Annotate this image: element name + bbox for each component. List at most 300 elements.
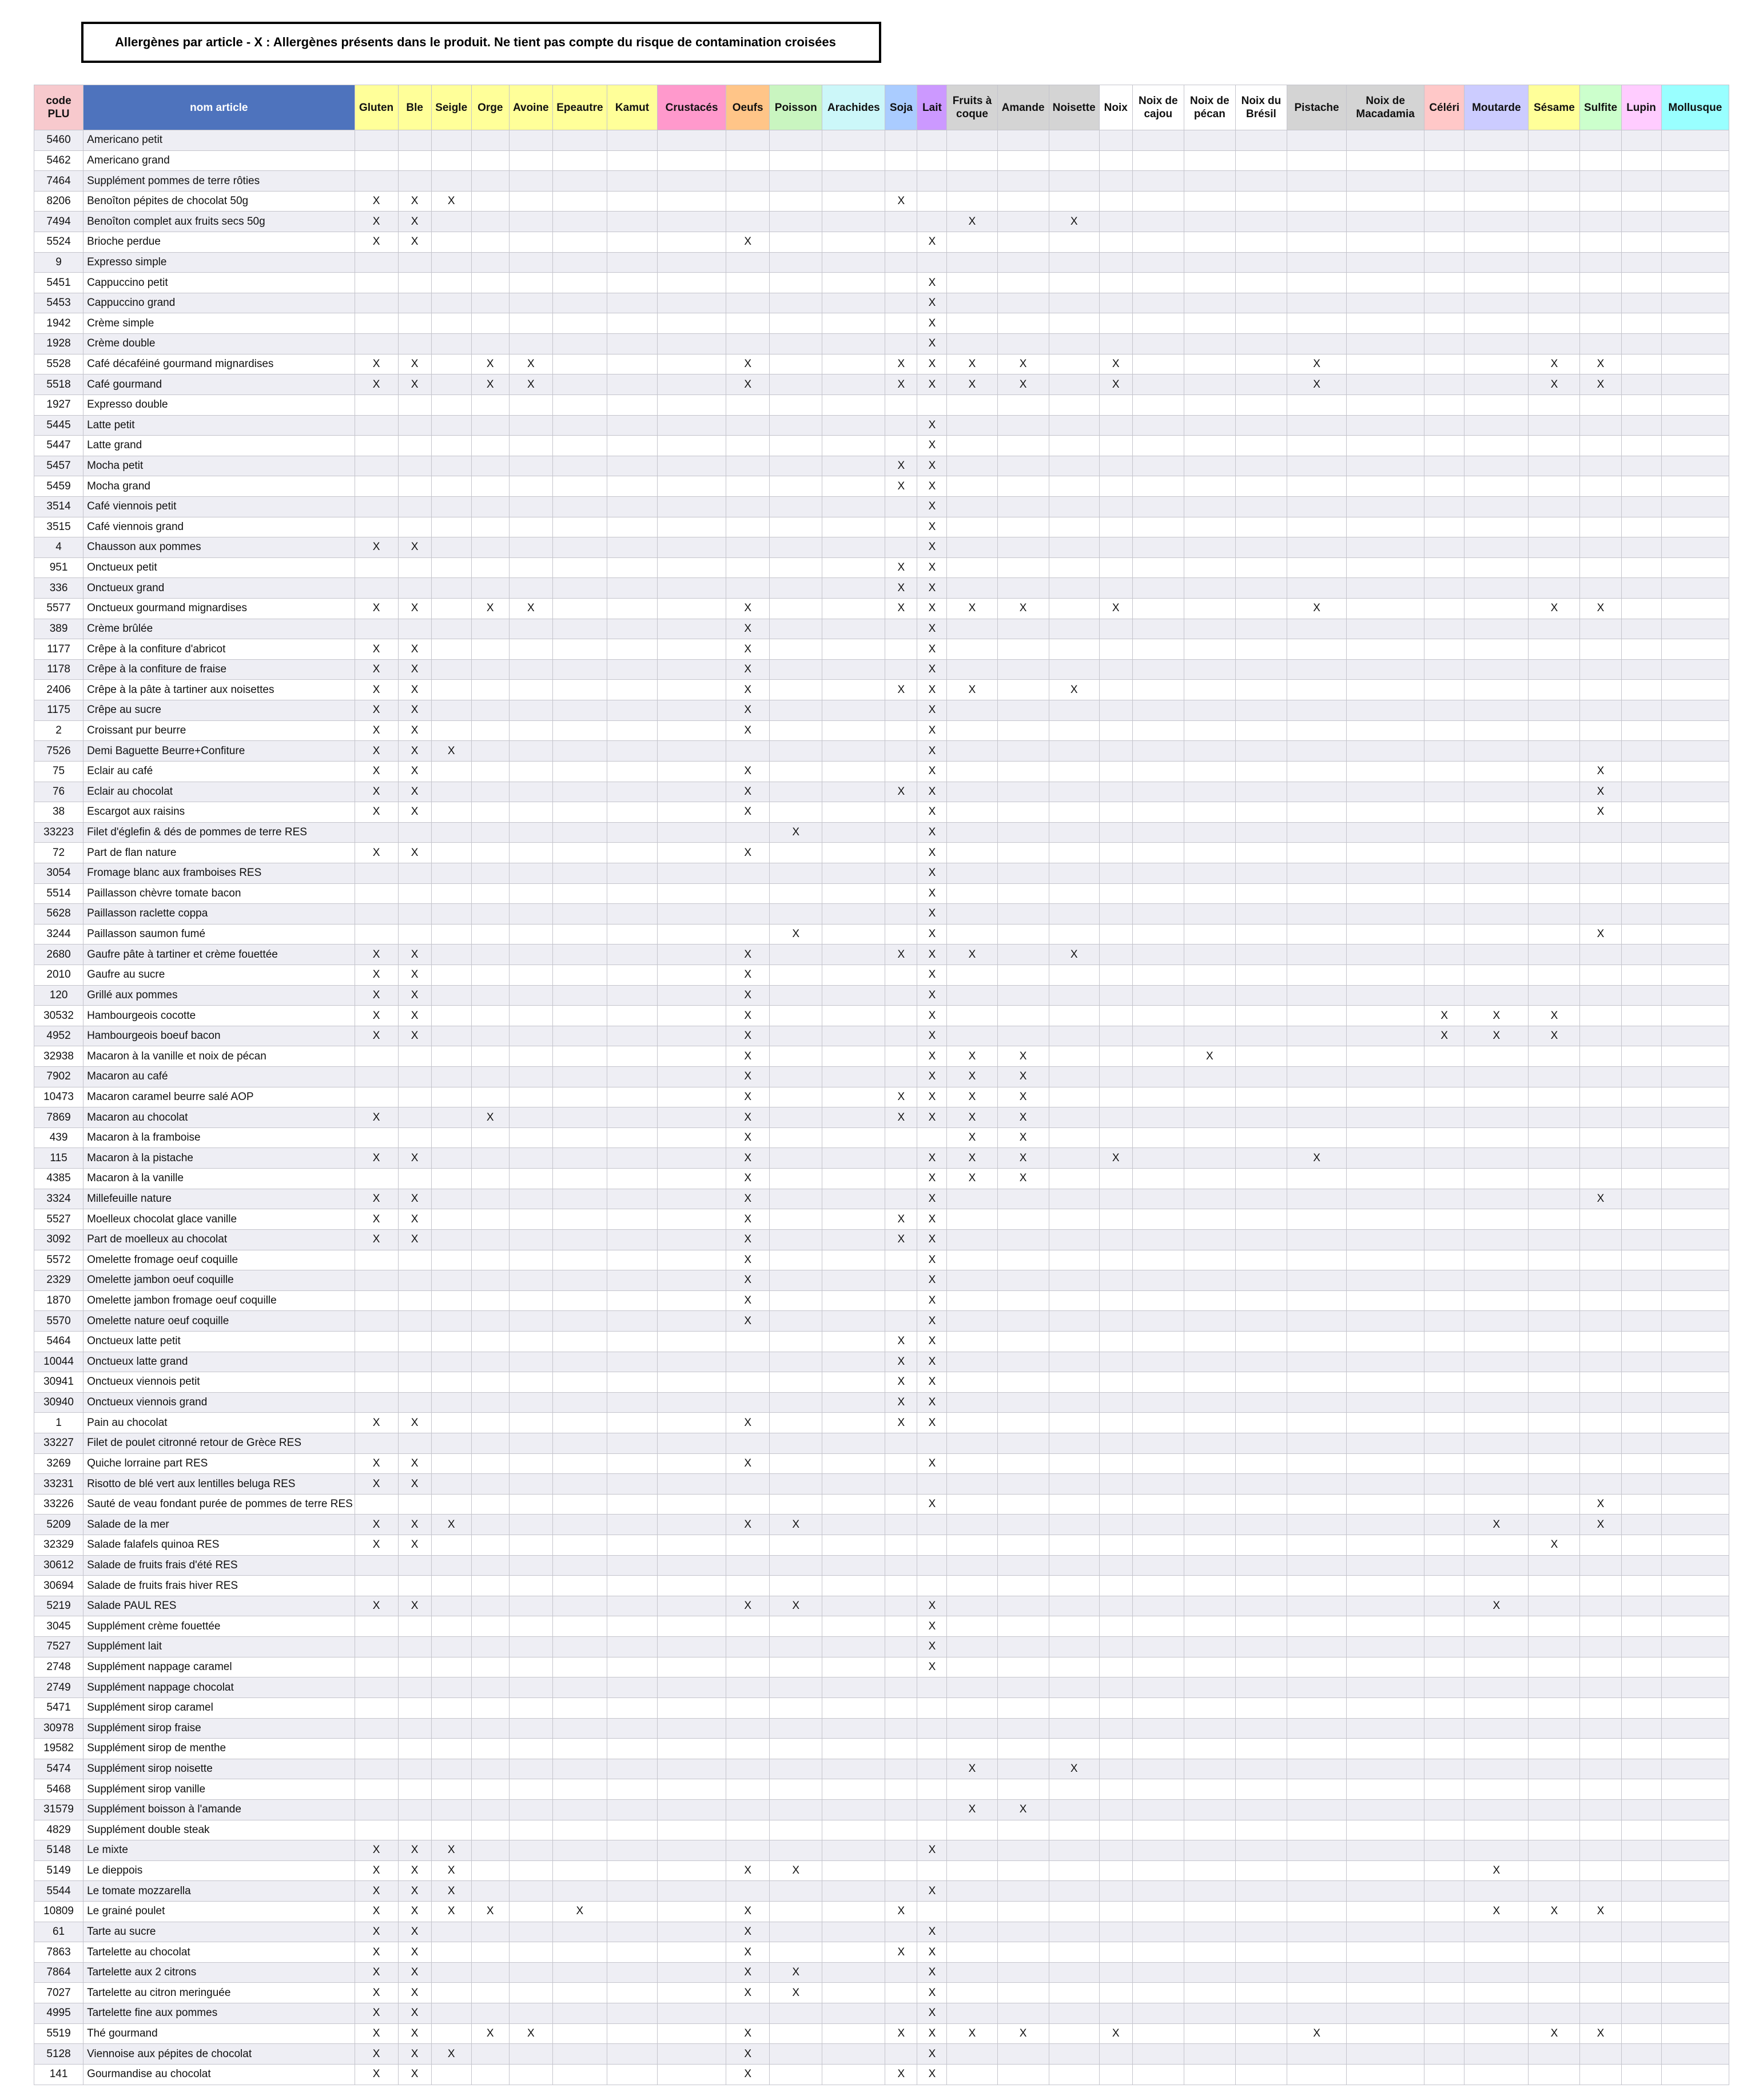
allergen-cell (1424, 374, 1465, 395)
allergen-cell (997, 1433, 1049, 1454)
allergen-cell (1132, 293, 1184, 313)
allergen-cell (658, 1657, 726, 1677)
allergen-cell (1049, 1799, 1099, 1820)
allergen-cell (509, 212, 552, 232)
allergen-cell (726, 252, 770, 273)
allergen-cell (471, 680, 509, 700)
plu-code-cell: 33226 (34, 1494, 83, 1515)
allergen-cell (1580, 680, 1621, 700)
allergen-cell (552, 965, 607, 985)
allergen-cell (431, 1799, 471, 1820)
table-row (34, 2044, 1729, 2065)
allergen-cell (1235, 945, 1287, 965)
allergen-cell (770, 1576, 822, 1596)
allergen-cell (885, 1922, 917, 1942)
allergen-cell (822, 619, 885, 639)
allergen-cell (431, 557, 471, 578)
allergen-cell (1132, 1697, 1184, 1718)
allergen-cell (398, 863, 431, 883)
table-row (34, 1209, 1729, 1230)
allergen-cell: X (726, 1006, 770, 1026)
allergen-cell (770, 150, 822, 171)
allergen-cell (1580, 1474, 1621, 1495)
allergen-cell (658, 924, 726, 945)
plu-code-cell: 5572 (34, 1250, 83, 1270)
allergen-cell: X (1529, 1006, 1580, 1026)
allergen-cell (1049, 436, 1099, 456)
allergen-cell (1580, 1148, 1621, 1169)
allergen-cell (355, 293, 398, 313)
allergen-cell (1621, 1494, 1661, 1515)
table-row (34, 1311, 1729, 1332)
allergen-cell (471, 1392, 509, 1413)
allergen-cell (997, 456, 1049, 476)
allergen-cell (1661, 1759, 1729, 1779)
allergen-cell (1424, 1840, 1465, 1861)
allergen-cell (1465, 822, 1529, 843)
allergen-cell (726, 1352, 770, 1372)
allergen-cell (917, 191, 947, 212)
allergen-cell (1347, 639, 1424, 660)
allergen-cell (431, 273, 471, 293)
allergen-cell (607, 1515, 657, 1535)
allergen-cell (997, 1697, 1049, 1718)
allergen-cell (726, 1474, 770, 1495)
plu-code-cell: 31579 (34, 1799, 83, 1820)
allergen-cell (471, 965, 509, 985)
allergen-cell (1529, 476, 1580, 497)
allergen-cell (1465, 578, 1529, 599)
allergen-cell (1235, 1697, 1287, 1718)
allergen-cell (822, 1799, 885, 1820)
allergen-cell (1347, 232, 1424, 253)
allergen-cell (398, 1677, 431, 1698)
allergen-cell (1049, 578, 1099, 599)
allergen-cell (431, 476, 471, 497)
table-row (34, 1515, 1729, 1535)
allergen-cell (770, 293, 822, 313)
allergen-cell (885, 1983, 917, 2003)
plu-code-cell: 9 (34, 252, 83, 273)
article-name-cell: Macaron caramel beurre salé AOP (83, 1087, 355, 1107)
allergen-cell (1049, 1881, 1099, 1902)
allergen-cell (822, 1922, 885, 1942)
article-name-cell: Supplément sirop caramel (83, 1697, 355, 1718)
allergen-cell: X (917, 761, 947, 782)
allergen-cell (997, 1331, 1049, 1352)
allergen-cell (1287, 191, 1346, 212)
plu-code-cell: 3515 (34, 517, 83, 537)
allergen-cell (509, 1433, 552, 1454)
allergen-cell (997, 782, 1049, 802)
allergen-cell (509, 1169, 552, 1189)
allergen-cell (1347, 1413, 1424, 1433)
allergen-cell (1347, 863, 1424, 883)
allergen-cell (431, 1962, 471, 1983)
allergen-cell (1424, 1576, 1465, 1596)
allergen-cell (509, 1962, 552, 1983)
allergen-cell (1465, 456, 1529, 476)
allergen-cell (1465, 1413, 1529, 1433)
allergen-cell (1132, 1270, 1184, 1291)
allergen-cell (1049, 1331, 1099, 1352)
allergen-cell (947, 557, 997, 578)
allergen-cell (1099, 1759, 1132, 1779)
allergen-cell (552, 1392, 607, 1413)
allergen-cell (1049, 334, 1099, 354)
allergen-cell (726, 1433, 770, 1454)
allergen-cell (947, 436, 997, 456)
allergen-cell (1049, 2023, 1099, 2044)
allergen-cell (1049, 1413, 1099, 1433)
allergen-cell (1424, 659, 1465, 680)
allergen-cell (1529, 965, 1580, 985)
allergen-cell (1661, 1962, 1729, 1983)
allergen-cell (770, 700, 822, 721)
allergen-cell (1529, 1616, 1580, 1637)
allergen-cell (607, 293, 657, 313)
allergen-cell: X (398, 1535, 431, 1556)
allergen-cell (1184, 395, 1235, 415)
allergen-cell (1184, 1840, 1235, 1861)
allergen-cell (607, 1881, 657, 1902)
allergen-cell (658, 1759, 726, 1779)
allergen-cell (1049, 1902, 1099, 1922)
allergen-cell (607, 1983, 657, 2003)
allergen-cell: X (398, 1983, 431, 2003)
allergen-cell (431, 1148, 471, 1169)
allergen-cell (997, 680, 1049, 700)
allergen-cell: X (431, 741, 471, 762)
allergen-cell (1529, 822, 1580, 843)
article-name-cell: Tartelette au citron meringuée (83, 1983, 355, 2003)
allergen-cell (997, 1026, 1049, 1046)
allergen-cell (1287, 1046, 1346, 1067)
article-name-cell: Salade de fruits frais hiver RES (83, 1576, 355, 1596)
allergen-cell (1424, 1352, 1465, 1372)
allergen-cell (997, 1535, 1049, 1556)
allergen-cell (997, 578, 1049, 599)
allergen-cell (1347, 1515, 1424, 1535)
allergen-cell (1621, 130, 1661, 151)
allergen-cell (1132, 1922, 1184, 1942)
allergen-cell (1132, 1413, 1184, 1433)
allergen-cell (822, 1739, 885, 1759)
allergen-cell: X (355, 1922, 398, 1942)
allergen-cell (1424, 2044, 1465, 2065)
allergen-header: Fruits à coque (947, 85, 997, 130)
allergen-cell: X (997, 1148, 1049, 1169)
allergen-cell (1529, 1576, 1580, 1596)
allergen-cell (997, 1515, 1049, 1535)
table-row (34, 2023, 1729, 2044)
allergen-cell (607, 741, 657, 762)
article-name-cell: Paillasson chèvre tomate bacon (83, 883, 355, 904)
allergen-cell (355, 1311, 398, 1332)
allergen-cell (355, 517, 398, 537)
allergen-cell (1287, 1453, 1346, 1474)
allergen-header: Crustacés (658, 85, 726, 130)
allergen-cell: X (726, 1902, 770, 1922)
allergen-cell (885, 659, 917, 680)
allergen-cell (1099, 1474, 1132, 1495)
allergen-cell (1132, 1189, 1184, 1209)
allergen-cell (471, 2064, 509, 2085)
allergen-cell: X (1580, 1189, 1621, 1209)
allergen-cell (1347, 1392, 1424, 1413)
allergen-cell (1287, 334, 1346, 354)
allergen-cell (471, 1046, 509, 1067)
allergen-cell (1132, 334, 1184, 354)
plu-code-cell: 115 (34, 1148, 83, 1169)
allergen-cell (607, 1392, 657, 1413)
allergen-cell (1465, 843, 1529, 863)
allergen-cell (431, 619, 471, 639)
allergen-cell (885, 171, 917, 192)
allergen-cell (1235, 1494, 1287, 1515)
allergen-cell (1132, 1352, 1184, 1372)
allergen-cell (471, 802, 509, 823)
table-row (34, 945, 1729, 965)
allergen-cell (947, 1657, 997, 1677)
table-row (34, 252, 1729, 273)
allergen-cell (1049, 659, 1099, 680)
allergen-cell (1347, 354, 1424, 374)
allergen-cell (1184, 599, 1235, 619)
allergen-cell (1465, 883, 1529, 904)
allergen-cell (770, 2044, 822, 2065)
allergen-cell (1235, 1616, 1287, 1637)
allergen-cell (1580, 1209, 1621, 1230)
article-name-cell: Tartelette au chocolat (83, 1942, 355, 1963)
allergen-cell: X (917, 1148, 947, 1169)
allergen-cell (885, 1169, 917, 1189)
allergen-cell (658, 945, 726, 965)
allergen-cell (509, 619, 552, 639)
allergen-cell (1661, 517, 1729, 537)
allergen-cell: X (917, 1311, 947, 1332)
allergen-cell (1287, 1494, 1346, 1515)
allergen-cell (1621, 171, 1661, 192)
allergen-cell (1287, 1229, 1346, 1250)
allergen-cell (471, 1799, 509, 1820)
allergen-cell (431, 1087, 471, 1107)
allergen-cell (607, 863, 657, 883)
allergen-cell (607, 537, 657, 558)
allergen-cell (947, 1250, 997, 1270)
allergen-cell (552, 1677, 607, 1698)
allergen-cell (1235, 2003, 1287, 2024)
allergen-cell (1347, 436, 1424, 456)
table-row (34, 1881, 1729, 1902)
allergen-cell (1621, 1250, 1661, 1270)
allergen-cell (1287, 639, 1346, 660)
allergen-cell (607, 1535, 657, 1556)
allergen-cell (1049, 557, 1099, 578)
allergen-cell (1235, 2064, 1287, 2085)
allergen-cell (1132, 1983, 1184, 2003)
allergen-cell (355, 252, 398, 273)
allergen-cell (509, 1739, 552, 1759)
allergen-cell (885, 1535, 917, 1556)
allergen-cell (398, 557, 431, 578)
allergen-cell (552, 1860, 607, 1881)
allergen-cell (552, 578, 607, 599)
allergen-cell (770, 517, 822, 537)
allergen-cell (1529, 1657, 1580, 1677)
allergen-cell (658, 1209, 726, 1230)
allergen-cell (431, 639, 471, 660)
allergen-cell (1184, 1270, 1235, 1291)
allergen-cell (607, 802, 657, 823)
allergen-cell (1287, 476, 1346, 497)
allergen-cell (552, 1739, 607, 1759)
allergen-cell (1184, 1616, 1235, 1637)
allergen-cell (1347, 1311, 1424, 1332)
allergen-cell: X (947, 212, 997, 232)
allergen-cell (1184, 1881, 1235, 1902)
allergen-cell (1235, 130, 1287, 151)
allergen-cell (1580, 395, 1621, 415)
plu-code-cell: 5460 (34, 130, 83, 151)
allergen-cell: X (355, 965, 398, 985)
allergen-cell (1099, 1372, 1132, 1393)
allergen-cell (1099, 1169, 1132, 1189)
allergen-cell (1099, 1718, 1132, 1739)
allergen-cell (822, 1515, 885, 1535)
allergen-cell (355, 273, 398, 293)
allergen-cell (398, 1127, 431, 1148)
allergen-cell (658, 395, 726, 415)
allergen-cell (431, 1311, 471, 1332)
article-name-cell: Crêpe à la confiture d'abricot (83, 639, 355, 660)
allergen-cell (770, 578, 822, 599)
allergen-cell (1424, 171, 1465, 192)
allergen-cell (431, 1006, 471, 1026)
allergen-cell: X (355, 741, 398, 762)
allergen-cell (355, 1739, 398, 1759)
allergen-cell (1661, 1942, 1729, 1963)
allergen-cell: X (917, 843, 947, 863)
allergen-cell (1347, 965, 1424, 985)
article-name-cell: Café viennois petit (83, 496, 355, 517)
allergen-cell (1580, 1779, 1621, 1800)
allergen-cell (431, 599, 471, 619)
allergen-cell (607, 782, 657, 802)
allergen-cell (431, 1718, 471, 1739)
allergen-cell (1049, 1453, 1099, 1474)
allergen-cell (1235, 1962, 1287, 1983)
allergen-cell (1132, 1596, 1184, 1616)
allergen-cell (658, 1352, 726, 1372)
allergen-cell (471, 1087, 509, 1107)
plu-code-cell: 1 (34, 1413, 83, 1433)
allergen-cell (552, 1697, 607, 1718)
allergen-cell (607, 1840, 657, 1861)
allergen-cell (1465, 1067, 1529, 1087)
allergen-cell (1287, 700, 1346, 721)
allergen-header: Noisette (1049, 85, 1099, 130)
allergen-cell (431, 883, 471, 904)
allergen-cell (885, 1759, 917, 1779)
allergen-cell (1235, 1290, 1287, 1311)
allergen-cell (398, 1250, 431, 1270)
allergen-cell (1661, 1067, 1729, 1087)
allergen-cell (1099, 2003, 1132, 2024)
allergen-cell (726, 1820, 770, 1840)
article-name-cell: Part de flan nature (83, 843, 355, 863)
allergen-cell (947, 1352, 997, 1372)
allergen-cell (1580, 1107, 1621, 1128)
allergen-cell (1580, 1372, 1621, 1393)
allergen-cell: X (917, 436, 947, 456)
allergen-cell (822, 252, 885, 273)
allergen-cell (1529, 659, 1580, 680)
allergen-cell (658, 680, 726, 700)
allergen-cell (1099, 537, 1132, 558)
allergen-cell (1529, 1697, 1580, 1718)
allergen-cell (1661, 212, 1729, 232)
allergen-cell (1132, 171, 1184, 192)
allergen-cell (431, 1026, 471, 1046)
allergen-cell (1465, 1290, 1529, 1311)
allergen-cell (1465, 1189, 1529, 1209)
allergen-cell (658, 1494, 726, 1515)
allergen-cell: X (726, 1922, 770, 1942)
allergen-cell (1049, 1250, 1099, 1270)
allergen-cell (1132, 659, 1184, 680)
allergen-cell (1465, 2044, 1529, 2065)
allergen-cell (1347, 802, 1424, 823)
allergen-cell (355, 924, 398, 945)
allergen-cell: X (398, 2044, 431, 2065)
allergen-cell (997, 1576, 1049, 1596)
allergen-cell (1661, 436, 1729, 456)
table-row (34, 232, 1729, 253)
allergen-cell (1621, 517, 1661, 537)
plu-code-cell: 5544 (34, 1881, 83, 1902)
allergen-cell (355, 395, 398, 415)
table-row (34, 761, 1729, 782)
article-name-cell: Quiche lorraine part RES (83, 1453, 355, 1474)
allergen-cell (1424, 1718, 1465, 1739)
article-name-cell: Crêpe à la confiture de fraise (83, 659, 355, 680)
allergen-cell (1049, 1046, 1099, 1067)
allergen-cell: X (917, 1413, 947, 1433)
allergen-cell: X (885, 374, 917, 395)
allergen-cell (1287, 659, 1346, 680)
allergen-cell (917, 1127, 947, 1148)
allergen-cell (947, 782, 997, 802)
allergen-cell (471, 639, 509, 660)
allergen-cell: X (997, 1067, 1049, 1087)
allergen-cell: X (355, 680, 398, 700)
allergen-cell (947, 1779, 997, 1800)
table-row (34, 1006, 1729, 1026)
allergen-cell (1049, 1677, 1099, 1698)
allergen-cell (1580, 2044, 1621, 2065)
allergen-cell (822, 1311, 885, 1332)
allergen-cell (607, 130, 657, 151)
allergen-cell (822, 1677, 885, 1698)
allergen-cell (1621, 1840, 1661, 1861)
article-name-cell: Paillasson saumon fumé (83, 924, 355, 945)
allergen-cell (1347, 2003, 1424, 2024)
allergen-cell (552, 1779, 607, 1800)
allergen-cell (1099, 191, 1132, 212)
allergen-cell (509, 1087, 552, 1107)
allergen-cell (1099, 436, 1132, 456)
